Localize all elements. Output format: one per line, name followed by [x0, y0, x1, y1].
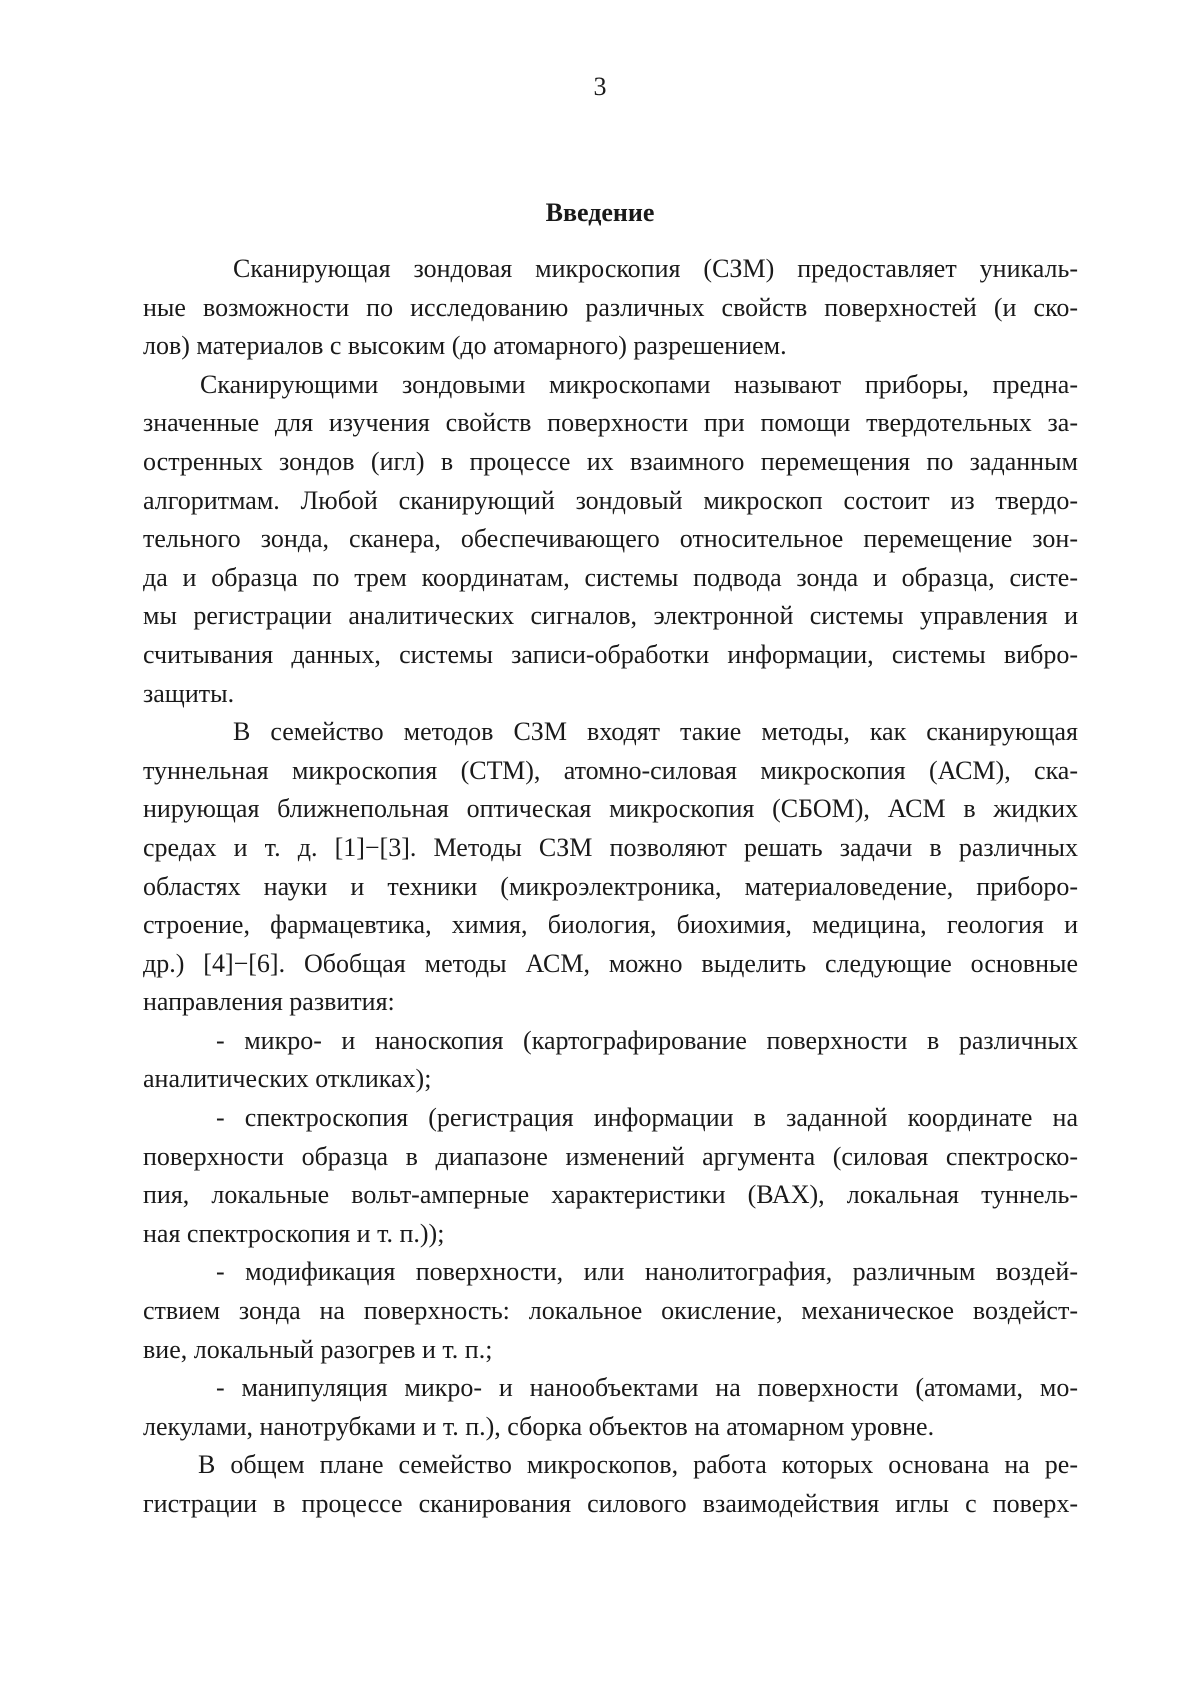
text-line: вие, локальный разогрев и т. п.; — [143, 1334, 493, 1364]
text-line: поверхности образца в диапазоне изменений аргумента (силовая спектроско- — [143, 1141, 1078, 1171]
text-line: остренных зондов (игл) в процессе их взаимного перемещения по заданным — [143, 446, 1078, 476]
text-line: - спектроскопия (регистрация информации в заданной координате на — [216, 1103, 1078, 1133]
text-line: Сканирующая зондовая микроскопия (СЗМ) предоставляет уникаль- — [233, 254, 1078, 283]
text-line: - манипуляция микро- и нанообъектами на поверхности (атомами, мо- — [216, 1373, 1078, 1403]
page-number: 3 — [593, 72, 607, 101]
text-line: - микро- и наноскопия (картографирование поверхности в различных — [216, 1025, 1078, 1055]
body-text — [143, 250, 1078, 1524]
text-line: значенные для изучения свойств поверхности при помощи твердотельных за- — [143, 408, 1078, 438]
text-line: гистрации в процессе сканирования силового взаимодействия иглы с поверх- — [143, 1489, 1078, 1518]
text-line: ные возможности по исследованию различных свойств поверхностей (и ско- — [143, 292, 1078, 322]
text-line: лов) материалов с высоким (до атомарного) разрешением. — [143, 331, 787, 361]
text-line: аналитических откликах); — [143, 1064, 432, 1094]
text-line: да и образца по трем координатам, системы подвода зонда и образца, систе- — [143, 562, 1078, 592]
text-line: защиты. — [143, 678, 235, 708]
text-line: пия, локальные вольт-амперные характеристики (ВАХ), локальная туннель- — [143, 1180, 1078, 1210]
text-line: направления развития: — [143, 987, 395, 1017]
text-line: областях науки и техники (микроэлектроника, материаловедение, приборо- — [143, 871, 1078, 901]
text-line: алгоритмам. Любой сканирующий зондовый микроскоп состоит из твердо- — [143, 485, 1078, 515]
text-line: лекулами, нанотрубками и т. п.), сборка объектов на атомарном уровне. — [143, 1411, 935, 1441]
text-line: В семейство методов СЗМ входят такие методы, как сканирующая — [233, 717, 1078, 747]
text-line: средах и т. д. [1]−[3]. Методы СЗМ позволяют решать задачи в различных — [143, 832, 1078, 862]
text-line: ствием зонда на поверхность: локальное окисление, механическое воздейст- — [143, 1296, 1078, 1326]
text-line: ная спектроскопия и т. п.)); — [143, 1218, 445, 1248]
text-line: др.) [4]−[6]. Обобщая методы АСМ, можно выделить следующие основные — [143, 948, 1078, 978]
text-line: Сканирующими зондовыми микроскопами называют приборы, предна- — [200, 369, 1078, 399]
text-line: считывания данных, системы записи-обработки информации, системы вибро- — [143, 639, 1078, 669]
section-heading: Введение — [545, 198, 655, 227]
text-line: В общем плане семейство микроскопов, работа которых основана на ре- — [198, 1450, 1078, 1480]
text-line: - модификация поверхности, или нанолитография, различным воздей- — [216, 1257, 1078, 1287]
text-line: нирующая ближнепольная оптическая микроскопия (СБОМ), АСМ в жидких — [143, 794, 1078, 824]
text-line: строение, фармацевтика, химия, биология, биохимия, медицина, геология и — [143, 910, 1078, 940]
text-line: тельного зонда, сканера, обеспечивающего относительное перемещение зон- — [143, 524, 1078, 554]
text-line: мы регистрации аналитических сигналов, электронной системы управления и — [143, 601, 1078, 631]
text-line: туннельная микроскопия (СТМ), атомно-силовая микроскопия (АСМ), ска- — [143, 755, 1078, 785]
